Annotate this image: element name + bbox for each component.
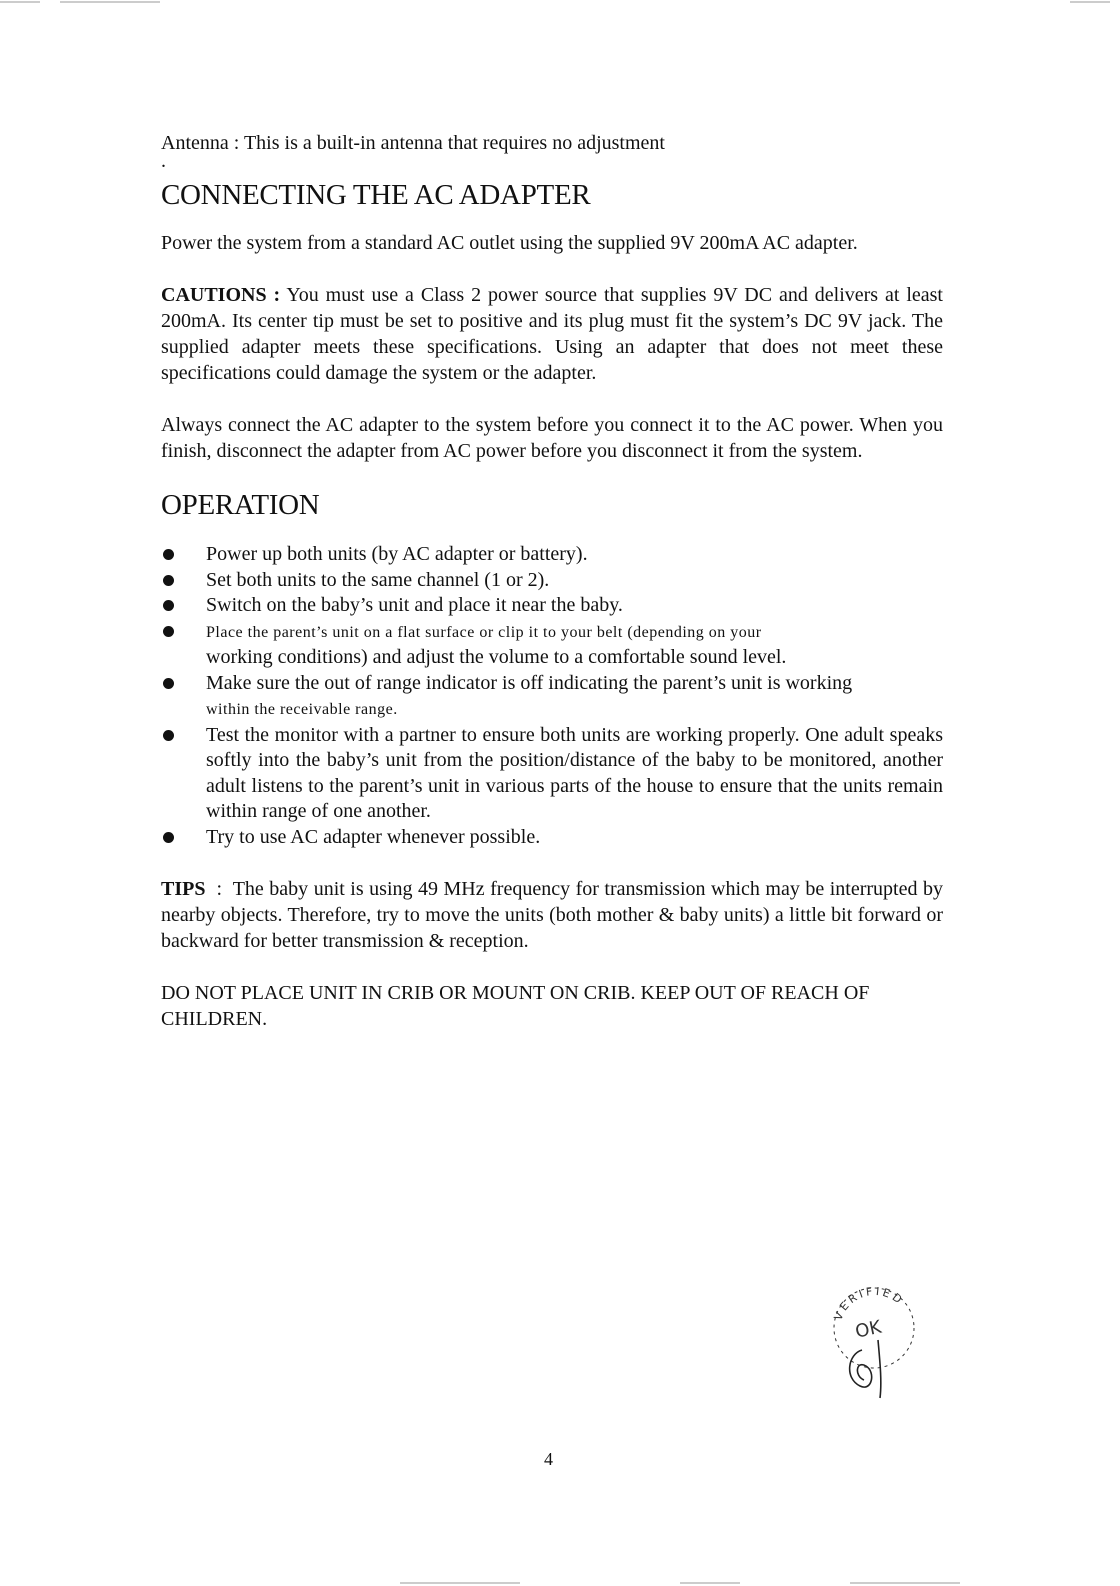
- list-item: [161, 825, 943, 851]
- cautions-paragraph: [161, 282, 943, 386]
- tips-paragraph: [161, 876, 943, 954]
- list-item: [161, 593, 943, 619]
- verified-stamp-icon: [826, 1282, 922, 1400]
- page-number: 4: [544, 1449, 553, 1469]
- always-paragraph: Always connect the AC adapter to the system before you connect it to the AC power. When you finish, disconnect the adapter from AC power before you disconnect it from the system.: [161, 414, 943, 462]
- list-item-text: Set both units to the same channel (1 or 2).: [206, 568, 550, 591]
- list-item-text: Power up both units (by AC adapter or battery).: [206, 543, 588, 565]
- antenna-label: Antenna: [161, 132, 229, 154]
- list-item: [161, 619, 943, 671]
- list-item: [161, 542, 943, 568]
- list-item-text: Switch on the baby’s unit and place it near the baby.: [206, 594, 623, 616]
- tips-text: The baby unit is using 49 MHz frequency for transmission which may be interrupted by nearby objects. Therefore, try to move the units (both mother & baby units) a little bit forward or backward for better transmission & reception.: [161, 878, 943, 952]
- list-item-text: Make sure the out of range indicator is off indicating the parent’s unit is working: [206, 671, 853, 694]
- list-item: [161, 671, 943, 723]
- bullet-icon: [163, 600, 174, 611]
- main-content: [161, 130, 943, 1032]
- section-title-connecting: CONNECTING THE AC ADAPTER: [161, 179, 591, 211]
- svg-text:OK: OK: [853, 1316, 884, 1343]
- cautions-label: CAUTIONS :: [161, 284, 281, 306]
- bullet-icon: [163, 730, 174, 741]
- bullet-icon: [163, 575, 174, 586]
- tips-separator: :: [205, 878, 233, 900]
- list-item: [161, 723, 943, 825]
- tips-label: TIPS: [161, 878, 206, 900]
- bullet-icon: [163, 626, 174, 637]
- power-paragraph: Power the system from a standard AC outlet using the supplied 9V 200mA AC adapter.: [161, 232, 858, 254]
- list-item-text-small: Place the parent’s unit on a flat surface or clip it to your belt (depending on your: [206, 623, 762, 641]
- bullet-icon: [163, 678, 174, 689]
- list-item-text: Try to use AC adapter whenever possible.: [206, 825, 541, 848]
- section-title-operation: OPERATION: [161, 489, 320, 521]
- antenna-line: [161, 130, 943, 156]
- antenna-text: : This is a built-in antenna that requires no adjustment: [228, 132, 665, 154]
- operation-list: [161, 542, 943, 850]
- cautions-text: You must use a Class 2 power source that supplies 9V DC and delivers at least 200mA. Its center tip must be set to positive and its plug must fit the system’s DC 9V jack. The supplied adapter meets these specifications. Using an adapter that does not meet these specifications could damage the system or the adapter.: [161, 284, 943, 384]
- bullet-icon: [163, 549, 174, 560]
- list-item-text: working conditions) and adjust the volume to a comfortable sound level.: [206, 646, 787, 668]
- warning-paragraph: DO NOT PLACE UNIT IN CRIB OR MOUNT ON CRIB. KEEP OUT OF REACH OF CHILDREN.: [161, 982, 870, 1030]
- stray-dot: .: [161, 150, 166, 172]
- list-item-text: Test the monitor with a partner to ensure both units are working properly. One adult speaks softly into the baby’s unit from the position/distance of the baby to be monitored, another adult listens to the parent’s unit in various parts of the house to ensure that the units remain within range of one another.: [206, 723, 943, 822]
- svg-text:VERIFIED: VERIFIED: [831, 1284, 907, 1323]
- list-item-text-small: within the receivable range.: [206, 701, 398, 718]
- bullet-icon: [163, 832, 174, 843]
- list-item: [161, 568, 943, 594]
